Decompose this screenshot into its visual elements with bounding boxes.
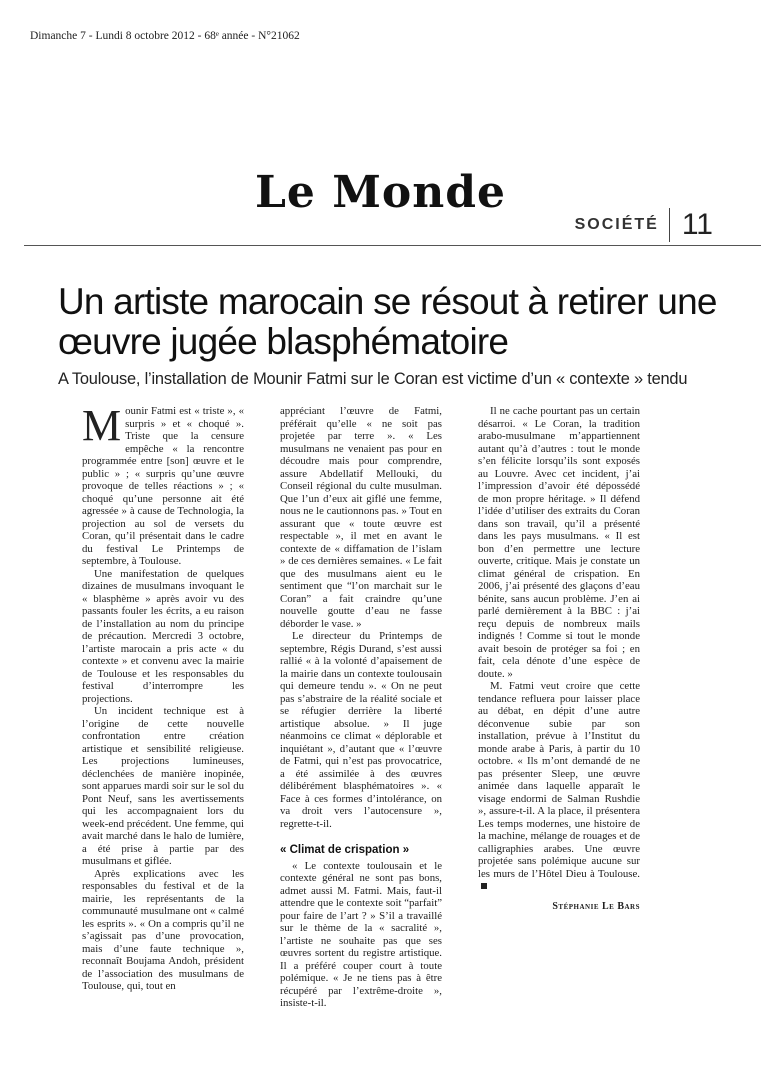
- drop-cap: M: [82, 401, 122, 450]
- article-column-1: [82, 401, 244, 993]
- paragraph: Après explications avec les responsables du festival et de la mairie, les représentants de la communauté musulmane ont « calmé les esprits ». « On a compris qu’il ne s’agissait pas d’une provocation, mais d’une faute technique », reconnaît Boujama Andoh, président de l’association des musulmans de Toulouse, qui, tout en: [82, 867, 244, 992]
- paragraph: Mounir Fatmi est « triste », « surpris » et « choqué ». Triste que la censure empêche « la rencontre programmée entre [son] œuvre et le public » ; « surpris qu’une œuvre provoque de telles réactions » ; « choqué qu’une personne ait été agressée » à cause de Technologia, la projection au sol de versets du Coran, qu’il présentait dans le cadre du festival Le Printemps de septembre, à Toulouse.: [82, 401, 244, 567]
- paragraph: « Le contexte toulousain et le contexte général ne sont pas bons, admet aussi M. Fatmi. Mais, faut-il attendre que le contexte soit “parfait” pour faire de l’art ? » S’il a travaillé sur le thème de la « sacralité », l’artiste ne souhaite pas que ses œuvres sortent du registre artistique. Il a préféré couper court à toute polémique. « Je ne tiens pas à être récupéré par l’extrême-droite », insiste-t-il.: [280, 859, 442, 1009]
- paragraph-last: M. Fatmi veut croire que cette tendance refluera pour laisser place au débat, en dépit d’une autre déconvenue subie par son installation, prévue à l’Institut du monde arabe à Paris, à partir du 10 octobre. « Ils m’ont demandé de ne pas présenter Sleep, une œuvre animée dans laquelle apparaît le visage endormi de Salman Rushdie », assure-t-il. A la place, il présentera Les temps modernes, une histoire de la machine, mélange de rouages et de calligraphies arabes. Une œuvre projetée sans polémique aucune sur les murs de l’Hôtel Dieu à Toulouse.: [478, 680, 640, 893]
- section-label: SOCIÉTÉ: [574, 216, 659, 233]
- article-standfirst: A Toulouse, l’installation de Mounir Fatmi sur le Coran est victime d’un « contexte » tendu: [58, 370, 688, 388]
- paragraph: Le directeur du Printemps de septembre, Régis Durand, s’est aussi rallié « à la volonté d’apaisement de la mairie dans un contexte toulousain qui demeure tendu ». « On ne peut pas s’abstraire de la réalité sociale et se réfugier derrière la liberté artistique absolue. » Il juge néanmoins ce climat « déplorable et inquiétant », d’autant que « l’œuvre de Fatmi, qui n’est pas provocatrice, a été assimilée à des œuvres délibérément blasphématoires ». « Face à ces formes d’intolérance, on va droit vers l’autocensure », regrette-t-il.: [280, 630, 442, 830]
- section-rubric: [575, 208, 713, 242]
- paragraph: appréciant l’œuvre de Fatmi, préférait qu’elle « ne soit pas projetée par terre ». « Les musulmans ne venaient pas pour en découdre mais pour comprendre, assure Abdellatif Mellouki, du Conseil régional du culte musulman. Que l’un d’eux ait giflé une femme, nous ne le cautionnons pas. » Tout en assurant que « toute œuvre est respectable », il met en avant le contexte de « diffamation de l’islam » de ces dernières semaines. « Le fait que des musulmans aient eu le sentiment que “l’on marchait sur le Coran” a fait craindre qu’une nouvelle goutte d’eau ne fasse déborder le vase. »: [280, 405, 442, 630]
- header-rule: [24, 245, 761, 246]
- article-column-2: [280, 405, 442, 1010]
- masthead-logo: Le Monde: [254, 167, 507, 218]
- paragraph: Un incident technique est à l’origine de cette nouvelle confrontation entre création artistique et sensibilité religieuse. Les projections lumineuses, déclenchées de manière inopinée, sont apparues mardi soir sur le sol du Pont Neuf, sans les avertissements qui les accompagnaient lors du week-end précédent. Une femme, qui avait marché dans le halo de lumière, a été prise à partie par des musulmans et giflée.: [82, 705, 244, 867]
- article-subhead: « Climat de crispation »: [280, 844, 410, 856]
- page-number: 11: [681, 208, 713, 241]
- article-headline: Un artiste marocain se résout à retirer une œuvre jugée blasphématoire: [58, 281, 717, 362]
- end-mark-icon: [481, 883, 487, 889]
- paragraph: Il ne cache pourtant pas un certain désarroi. « Le Coran, la tradition arabo-musulmane m’appartiennent autant qu’à d’autres : tout le monde s’en félicite lorsqu’ils sont exposés au Louvre. Avec cet incident, j’ai l’impression d’avoir été dépossédé de mon propre héritage. » Il défend l’idée d’utiliser des extraits du Coran dans son travail, qu’il a présenté dans les pays musulmans. « Il est bon d’en permettre une lecture ouverte, critique. Mais je constate un climat général de crispation. En 2006, j’ai présenté des glaçons d’eau bénite, sans aucun problème. J’en ai parlé dernièrement à la BBC : j’ai reçu depuis de nombreux mails indignés ! Comme si tout le monde avait besoin de protéger sa foi ; en fait, cela dénote d’une espèce de doute. »: [478, 405, 640, 680]
- dateline: Dimanche 7 - Lundi 8 octobre 2012 - 68ᵉ année - N°21062: [30, 30, 300, 42]
- article-column-3: [478, 405, 640, 913]
- byline: Stéphanie Le Bars: [552, 900, 640, 912]
- paragraph: Une manifestation de quelques dizaines de musulmans invoquant le « blasphème » après avoir vu des passants fouler les écrits, a eu raison de l’installation au nom du principe de précaution. Mercredi 3 octobre, l’artiste marocain a pris acte « du contexte » et convenu avec la mairie de Toulouse et les responsables du festival d’interrompre les projections.: [82, 567, 244, 705]
